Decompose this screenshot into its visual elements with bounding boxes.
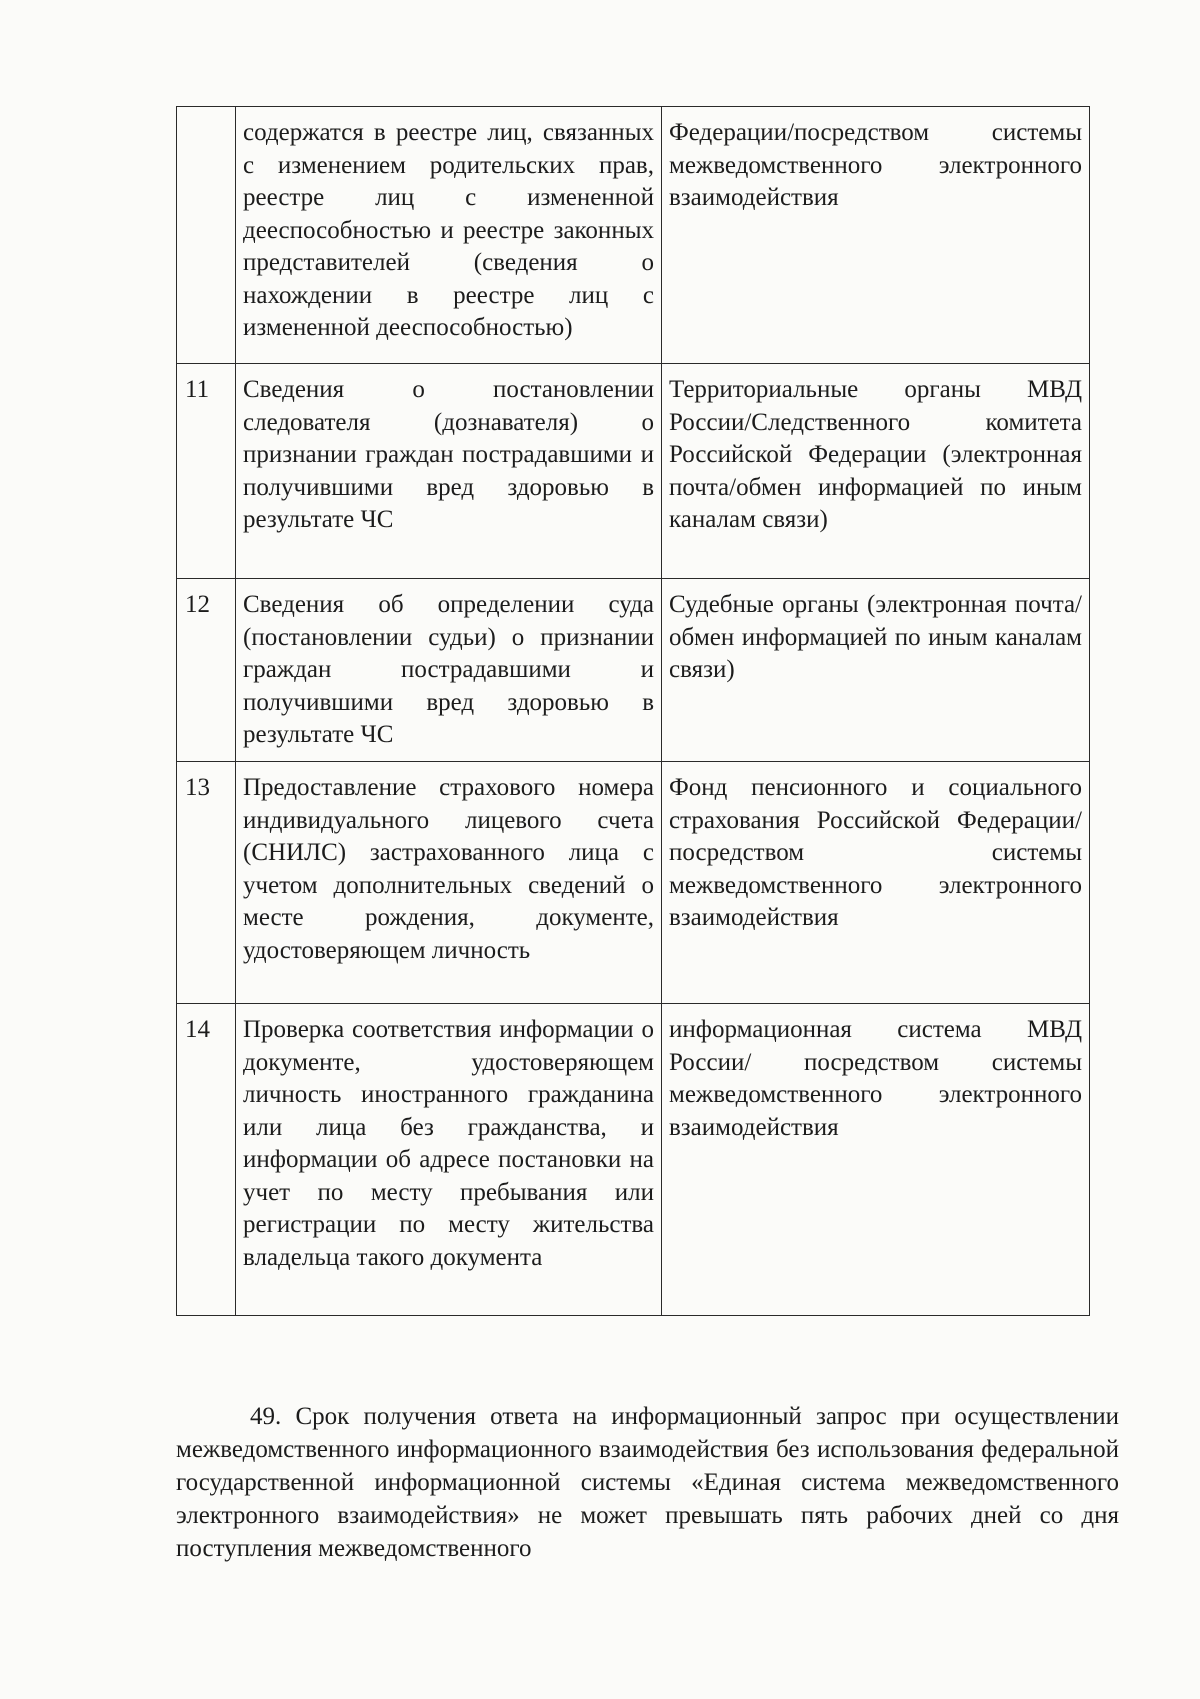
table-row bbox=[177, 579, 1090, 762]
row-number: 13 bbox=[177, 762, 236, 1004]
table-row bbox=[177, 1004, 1090, 1316]
row-info: Сведения о постановлении следователя (дознавателя) о признании граждан пострадавшими и получившими вред здоровью в результате ЧС bbox=[243, 376, 654, 533]
table-row bbox=[177, 762, 1090, 1004]
row-info: Предоставление страхового номера индивидуального лицевого счета (СНИЛС) застрахованного лица с учетом дополнительных сведений о месте рождения, документе, удостоверяющем личность bbox=[243, 774, 654, 964]
row-number: 14 bbox=[177, 1004, 236, 1316]
row-source: Судебные органы (электронная почта/обмен информацией по иным каналам связи) bbox=[669, 591, 1082, 683]
row-info: содержатся в реестре лиц, связанных с изменением родительских прав, реестре лиц с измененной дееспособностью и реестре законных представителей (сведения о нахождении в реестре лиц с измененной дееспособностью) bbox=[243, 119, 654, 341]
row-source: Территориальные органы МВД России/Следственного комитета Российской Федерации (электронная почта/обмен информацией по иным каналам связи) bbox=[669, 376, 1082, 533]
table-row bbox=[177, 364, 1090, 579]
row-source: Фонд пенсионного и социального страхования Российской Федерации/ посредством системы межведомственного электронного взаимодействия bbox=[669, 774, 1082, 931]
paragraph-49: 49. Срок получения ответа на информационный запрос при осуществлении межведомственного информационного взаимодействия без использования федеральной государственной информационной системы «Единая система межведомственного электронного взаимодействия» не может превышать пять рабочих дней со дня поступления межведомственного bbox=[176, 1403, 1119, 1562]
row-info: Проверка соответствия информации о документе, удостоверяющем личность иностранного гражданина или лица без гражданства, и информации об адресе постановки на учет по месту пребывания или регистрации по месту жительства владельца такого документа bbox=[243, 1016, 654, 1271]
table-row bbox=[177, 107, 1090, 364]
row-number: 11 bbox=[177, 364, 236, 579]
row-number: 12 bbox=[177, 579, 236, 762]
row-info: Сведения об определении суда (постановлении судьи) о признании граждан пострадавшими и получившими вред здоровью в результате ЧС bbox=[243, 591, 654, 748]
row-source: информационная система МВД России/ посредством системы межведомственного электронного взаимодействия bbox=[669, 1016, 1082, 1141]
row-source: Федерации/посредством системы межведомственного электронного взаимодействия bbox=[669, 119, 1082, 211]
interagency-info-table bbox=[176, 106, 1090, 1316]
row-number bbox=[177, 107, 236, 364]
